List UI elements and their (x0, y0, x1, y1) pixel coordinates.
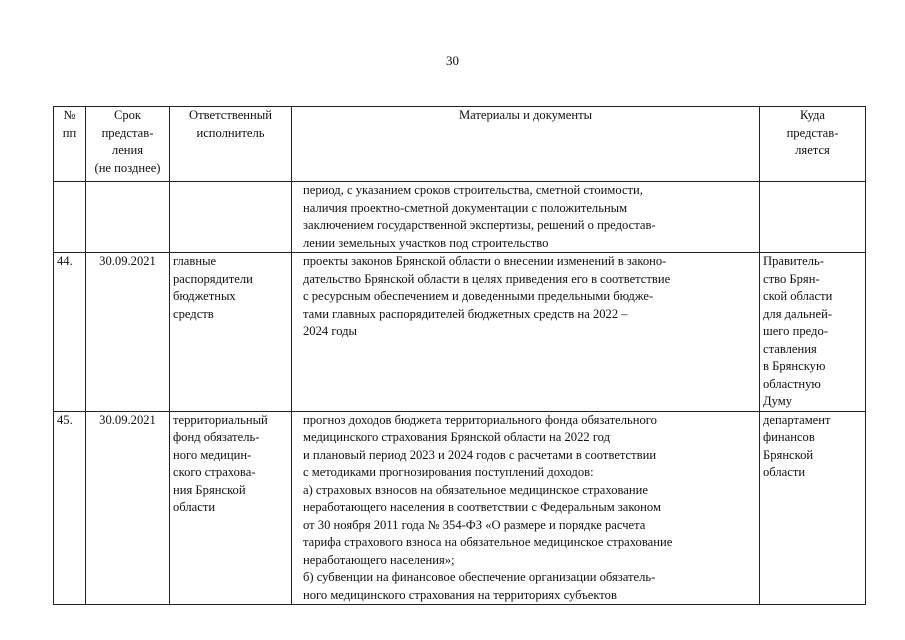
text-line: тарифа страхового взноса на обязательное медицинское страхование (303, 535, 673, 549)
header-materials (292, 107, 760, 182)
text-line: ского страхова- (173, 465, 256, 479)
header-line: пп (62, 125, 77, 140)
table-row (54, 253, 866, 412)
cell-number (54, 182, 86, 253)
text-line: департамент (763, 412, 831, 427)
text-line: прогноз доходов бюджета территориального фонда обязательного (303, 412, 657, 427)
text-line: дательство Брянской области в целях приведения его в соответствие (303, 271, 671, 286)
text-line: территориальный (173, 412, 268, 427)
text-line: в Брянскую (763, 359, 826, 373)
cell-destination (760, 253, 866, 412)
text-line: областную (763, 376, 821, 391)
cell-executor (170, 411, 292, 605)
cell-materials (292, 253, 760, 412)
text-line: неработающего населения в соответствии с Федеральным законом (303, 500, 661, 514)
plan-table (53, 106, 866, 605)
text-line: бюджетных (173, 289, 236, 303)
header-line: (не позднее) (94, 160, 161, 175)
text-line: тами главных распорядителей бюджетных средств на 2022 – (303, 306, 628, 321)
cell-materials (292, 182, 760, 253)
text-line: с методиками прогнозирования поступлений доходов: (303, 465, 594, 479)
text-line: фонд обязатель- (173, 430, 260, 444)
cell-executor (170, 182, 292, 253)
text-line: ния Брянской (173, 482, 246, 497)
header-line: исполнитель (196, 125, 265, 140)
cell-materials (292, 411, 760, 605)
cell-destination (760, 182, 866, 253)
table-row (54, 182, 866, 253)
text-line: финансов (763, 430, 815, 444)
cell-deadline (86, 182, 170, 253)
text-line: ской области (763, 289, 833, 303)
page-number: 30 (446, 53, 459, 68)
text-line: Брянской (763, 447, 814, 462)
cell-destination (760, 411, 866, 605)
header-line: представ- (786, 125, 839, 140)
text-line: а) страховых взносов на обязательное медицинское страхование (303, 482, 648, 497)
text-line: ство Брян- (763, 271, 820, 286)
table-row (54, 411, 866, 605)
text-line: области (763, 465, 806, 479)
header-executor (170, 107, 292, 182)
text-line: Думу (763, 394, 792, 408)
text-line: б) субвенции на финансовое обеспечение организации обязатель- (303, 570, 656, 584)
cell-number: 45. (54, 411, 86, 605)
header-line: № (63, 108, 76, 122)
header-line: ления (111, 143, 144, 157)
text-line: период, с указанием сроков строительства, сметной стоимости, (303, 183, 643, 197)
text-line: неработающего населения»; (303, 552, 455, 567)
text-line: ного медицинского страхования на территориях субъектов (303, 587, 617, 602)
text-line: с ресурсным обеспечением и доведенными предельными бюдже- (303, 289, 654, 303)
header-number (54, 107, 86, 182)
header-line: Срок (113, 108, 142, 122)
text-line: наличия проектно-сметной документации с положительным (303, 200, 628, 215)
header-deadline (86, 107, 170, 182)
header-destination (760, 107, 866, 182)
text-line: от 30 ноября 2011 года № 354-ФЗ «О размере и порядке расчета (303, 517, 646, 532)
text-line: медицинского страхования Брянской области на 2022 год (303, 430, 611, 444)
header-line: Куда (800, 108, 825, 122)
text-line: средств (173, 306, 214, 321)
cell-deadline: 30.09.2021 (86, 253, 170, 412)
header-line: ляется (795, 143, 830, 157)
header-line: представ- (101, 125, 154, 140)
text-line: шего предо- (763, 324, 828, 338)
text-line: распорядители (173, 271, 253, 286)
cell-number: 44. (54, 253, 86, 412)
text-line: ного медицин- (173, 447, 252, 462)
text-line: лении земельных участков под строительство (303, 235, 549, 250)
text-line: для дальней- (763, 306, 833, 321)
header-line: Материалы и документы (458, 108, 593, 122)
text-line: ставления (763, 341, 817, 356)
text-line: и плановый период 2023 и 2024 годов с расчетами в соответствии (303, 447, 657, 462)
text-line: области (173, 500, 216, 514)
text-line: проекты законов Брянской области о внесении изменений в законо- (303, 254, 667, 268)
text-line: 2024 годы (303, 324, 357, 338)
table-header-row (54, 107, 866, 182)
cell-executor (170, 253, 292, 412)
text-line: Правитель- (763, 254, 824, 268)
text-line: заключением государственной экспертизы, решений о предостав- (303, 218, 656, 232)
cell-deadline: 30.09.2021 (86, 411, 170, 605)
header-line: Ответственный (189, 108, 272, 122)
text-line: главные (173, 254, 217, 268)
